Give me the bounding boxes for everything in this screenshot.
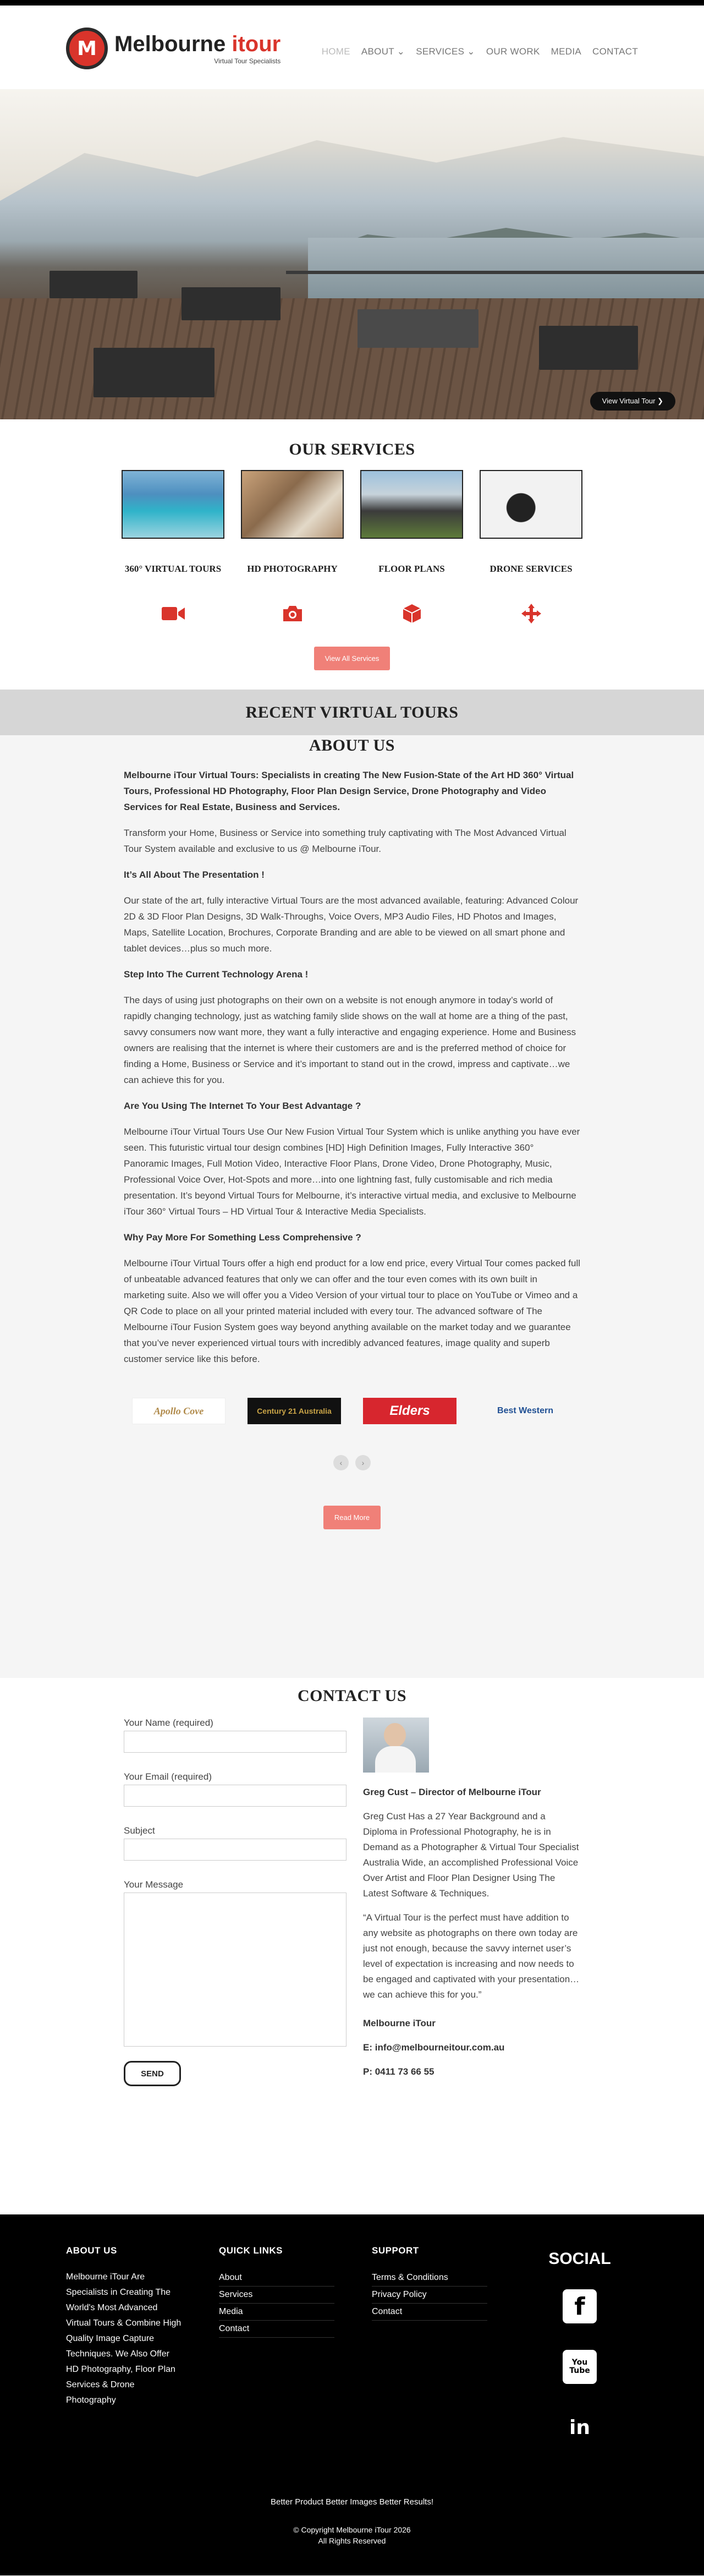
logo-subtitle: Virtual Tour Specialists (214, 57, 281, 65)
about-paragraph: Our state of the art, fully interactive Virtual Tours are the most advanced available, featuring: Advanced Colour 2D & 3D Floor Plan Designs, 3D Walk-Throughs, Voice Overs, MP3 Audio Files, HD Photos and Images, Maps, Satellite Location, Brochures, Corporate Branding and are able to be viewed on all smart phone and tablet devices…plus so much more. (124, 895, 579, 954)
footer-about-title: ABOUT US (66, 2245, 117, 2256)
hero-table (182, 287, 280, 320)
name-label: Your Name (required) (124, 1718, 213, 1728)
footer-support-title: SUPPORT (372, 2245, 419, 2256)
footer-copyright: © Copyright Melbourne iTour 2026 (293, 2525, 411, 2534)
nav-home[interactable]: HOME (321, 46, 350, 57)
carousel-next-button[interactable]: › (355, 1455, 371, 1470)
partner-logo: Best Western (497, 1406, 553, 1415)
service-image (360, 470, 463, 539)
director-company: Melbourne iTour (363, 2018, 436, 2028)
about-subheading: Are You Using The Internet To Your Best Advantage ? (124, 1101, 361, 1111)
about-intro: Melbourne iTour Virtual Tours: Specialists in creating The New Fusion-State of the Art HD 360° Virtual Tours, Professional HD Photography, Floor Plan Design Service, Drone Photography and Video Services for Real Estate, Business and Services. (124, 770, 574, 812)
about-paragraph: Melbourne iTour Virtual Tours Use Our New Fusion Virtual Tour System which is unlike anything you have ever seen. This futuristic virtual tour design combines [HD] High Definition Images, Fully Interactive 360° Panoramic Images, Full Motion Video, Interactive Floor Plans, Drone Video, Drone Photography, Music, Professional Voice Over, Hot-Spots and more…into one lightning fast, fully customisable and rich media presentation. It’s beyond Virtual Tours for Melbourne, it’s interactive virtual media, and exclusive to Melbourne iTour 360° Virtual Tours – HD Virtual Tour & Interactive Media Specialists. (124, 1126, 580, 1217)
site-footer (0, 2214, 704, 2575)
footer-link-support-contact[interactable]: Contact (372, 2304, 487, 2321)
footer-link-terms[interactable]: Terms & Conditions (372, 2269, 487, 2287)
view-virtual-tour-button[interactable]: View Virtual Tour ❯ (590, 392, 675, 411)
about-title: ABOUT US (309, 736, 395, 754)
carousel-prev-button[interactable]: ‹ (333, 1455, 349, 1470)
footer-social-title: SOCIAL (548, 2250, 611, 2268)
hero-table (358, 309, 479, 348)
about-subheading: Why Pay More For Something Less Comprehensive ? (124, 1232, 361, 1243)
footer-link-services[interactable]: Services (219, 2287, 334, 2304)
director-profile (363, 1718, 580, 2088)
services-title: OUR SERVICES (289, 440, 415, 458)
hero-canopy (0, 89, 704, 249)
cube-icon (399, 603, 425, 625)
nav-our-work[interactable]: OUR WORK (486, 46, 540, 57)
director-quote: “A Virtual Tour is the perfect must have addition to any website as photographs on there own today are just not enough, because the savvy internet user’s level of expectation is increasing and now needs to be engaged and captivated with your presentation…we can achieve this for you.” (363, 1912, 580, 2000)
footer-bottom (0, 2497, 704, 2546)
view-all-services-button[interactable]: View All Services (314, 647, 391, 670)
footer-link-media[interactable]: Media (219, 2304, 334, 2321)
subject-label: Subject (124, 1825, 155, 1836)
video-camera-icon (160, 603, 186, 625)
footer-rights: All Rights Reserved (318, 2536, 386, 2545)
message-field[interactable] (124, 1893, 346, 2047)
partner-logos (0, 1398, 704, 1424)
camera-icon (279, 603, 306, 625)
about-body (124, 767, 580, 1367)
top-bar (0, 0, 704, 6)
nav-services[interactable]: SERVICES ⌄ (416, 46, 475, 57)
send-button[interactable]: SEND (124, 2061, 181, 2086)
service-image (122, 470, 224, 539)
director-phone[interactable]: P: 0411 73 66 55 (363, 2066, 435, 2077)
about-subheading: It’s All About The Presentation ! (124, 869, 265, 880)
footer-link-about[interactable]: About (219, 2269, 334, 2287)
about-paragraph: The days of using just photographs on their own on a website is not enough anymore in today’s world of rapidly changing technology, just as watching family slide shows on the wall at home are a thing of the past, savvy consumers now want more, they want a fully interactive and engaging experience. Home and Business owners are realising that the internet is where their customers are and is the preferred method of choice for finding a Home, Business or Service and it’s important to stand out in the crowd, impress and captivate…we can achieve this for you. (124, 995, 576, 1085)
logo-emblem: M (66, 28, 108, 69)
recent-tours-title: RECENT VIRTUAL TOURS (245, 703, 459, 721)
service-name: DRONE SERVICES (490, 564, 573, 574)
facebook-icon[interactable]: f (563, 2289, 597, 2323)
footer-link-contact[interactable]: Contact (219, 2321, 334, 2338)
about-paragraph: Melbourne iTour Virtual Tours offer a high end product for a low end price, every Virtual Tour comes packed full of unbeatable advanced features that only we can offer and the tour even comes with its own built in marketing suite. Also we will offer you a Video Version of your virtual tour to place on YouTube or Vimeo and a QR Code to place on all your printed material included with every tour. The advanced software of The Melbourne iTour Fusion System goes way beyond anything available on the market today and we guarantee that you’ve never experienced virtual tours with incredibly advanced features, image quality and superb customer service like this before. (124, 1258, 580, 1364)
service-name: 360° VIRTUAL TOURS (124, 564, 222, 574)
main-nav (322, 46, 638, 57)
director-email[interactable]: E: info@melbourneitour.com.au (363, 2042, 505, 2053)
services-section (0, 419, 704, 690)
hero-table (539, 326, 638, 370)
partner-logo: Elders (363, 1398, 457, 1424)
hero-table (50, 271, 138, 298)
service-name: HD PHOTOGRAPHY (247, 564, 338, 574)
youtube-icon[interactable]: You Tube (563, 2350, 597, 2384)
about-section (0, 735, 704, 1678)
director-heading: Greg Cust – Director of Melbourne iTour (363, 1787, 541, 1797)
director-bio: Greg Cust Has a 27 Year Background and a Diploma in Professional Photography, he is in Demand as a Photographer & Virtual Tour Specialist Australia Wide, an accomplished Professional Voice Over Artist and Floor Plan Designer Using The Latest Software & Techniques. (363, 1811, 579, 1899)
linkedin-icon[interactable]: in (563, 2410, 597, 2444)
logo-title-accent: itour (232, 32, 281, 56)
footer-tagline: Better Product Better Images Better Results! (271, 2497, 433, 2507)
arrows-move-icon (518, 603, 544, 625)
nav-about[interactable]: ABOUT ⌄ (361, 46, 405, 57)
name-field[interactable] (124, 1731, 346, 1753)
service-image (241, 470, 344, 539)
nav-media[interactable]: MEDIA (551, 46, 581, 57)
director-photo (363, 1718, 429, 1773)
carousel-controls (0, 1455, 704, 1470)
message-label: Your Message (124, 1879, 184, 1890)
email-label: Your Email (required) (124, 1771, 212, 1782)
footer-quick-links (219, 2245, 372, 2471)
footer-link-privacy[interactable]: Privacy Policy (372, 2287, 487, 2304)
hero-banner (0, 89, 704, 419)
service-card-virtual-tours[interactable] (122, 470, 224, 625)
service-name: FLOOR PLANS (378, 564, 445, 574)
logo-title-main: Melbourne (114, 32, 226, 56)
logo-title (114, 32, 280, 56)
service-card-drone-services[interactable] (480, 470, 582, 625)
read-more-button[interactable]: Read More (323, 1506, 381, 1529)
footer-support (372, 2245, 525, 2471)
hero-railing (286, 271, 704, 274)
service-card-hd-photography[interactable] (241, 470, 344, 625)
nav-contact[interactable]: CONTACT (592, 46, 638, 57)
footer-about (66, 2245, 219, 2471)
partner-logo: Century 21 Australia (248, 1398, 341, 1424)
hero-chairs (94, 348, 215, 397)
contact-section (0, 1678, 704, 2214)
recent-tours-banner (0, 690, 704, 735)
about-paragraph: Transform your Home, Business or Service into something truly captivating with The Most Advanced Virtual Tour System available and exclusive to us @ Melbourne iTour. (124, 828, 566, 854)
subject-field[interactable] (124, 1839, 346, 1861)
site-logo[interactable] (66, 28, 280, 69)
email-field[interactable] (124, 1785, 346, 1807)
footer-quick-title: QUICK LINKS (219, 2245, 283, 2256)
partner-logo: Apollo Cove (132, 1398, 226, 1424)
service-card-floor-plans[interactable] (360, 470, 463, 625)
service-image (480, 470, 582, 539)
site-header (0, 6, 704, 89)
footer-social (525, 2245, 635, 2471)
about-subheading: Step Into The Current Technology Arena ! (124, 969, 309, 980)
contact-title: CONTACT US (297, 1687, 407, 1705)
contact-form (124, 1718, 346, 2088)
footer-about-text: Melbourne iTour Are Specialists in Creating The World's Most Advanced Virtual Tours & Combine High Quality Image Capture Techniques. We Also Offer HD Photography, Floor Plan Services & Drone Photography (66, 2272, 182, 2405)
